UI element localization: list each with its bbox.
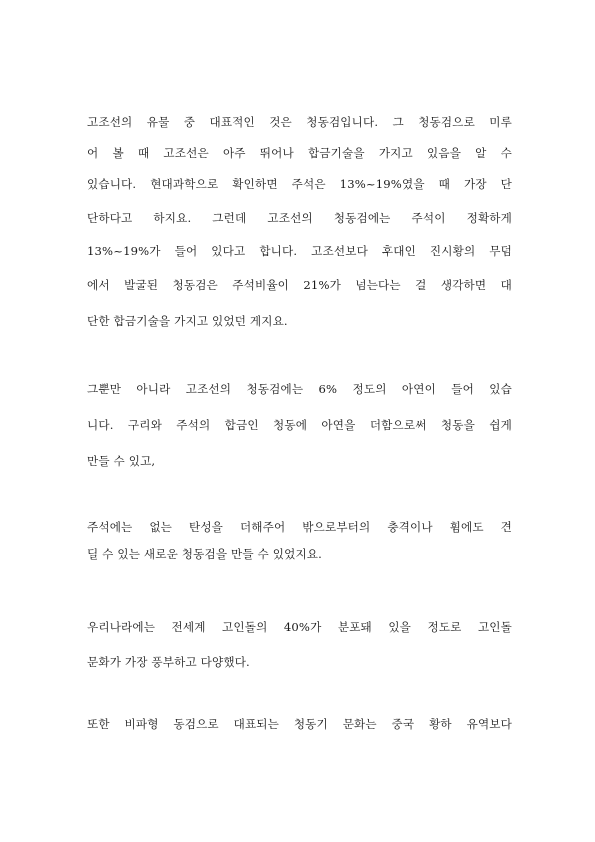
text-line: 있습니다. 현대과학으로 확인하면 주석은 13%~19%였을 때 가장 단 [87, 177, 512, 191]
text-line: 고조선의 유물 중 대표적인 것은 청동검입니다. 그 청동검으로 미루 [87, 115, 512, 129]
text-line: 니다. 구리와 주석의 합금인 청동에 아연을 더함으로써 청동을 쉽게 [87, 418, 512, 432]
text-line: 단한 합금기술을 가지고 있었던 게지요. [87, 314, 288, 328]
text-line: 단하다고 하지요. 그런데 고조선의 청동검에는 주석이 정확하게 [87, 211, 512, 225]
text-line: 어 볼 때 고조선은 아주 뛰어나 합금기술을 가지고 있음을 알 수 [87, 146, 512, 160]
text-line: 주석에는 없는 탄성을 더해주어 밖으로부터의 충격이나 휨에도 견 [87, 520, 512, 534]
text-line: 또한 비파형 동검으로 대표되는 청동기 문화는 중국 황하 유역보다 [87, 717, 512, 731]
text-line: 13%~19%가 들어 있다고 합니다. 고조선보다 후대인 진시황의 무덤 [87, 244, 512, 258]
text-line: 문화가 가장 풍부하고 다양했다. [87, 655, 250, 669]
text-line: 에서 발굴된 청동검은 주석비율이 21%가 넘는다는 걸 생각하면 대 [87, 278, 512, 292]
text-line: 우리나라에는 전세계 고인돌의 40%가 분포돼 있을 정도로 고인돌 [87, 620, 512, 634]
text-line: 만들 수 있고, [87, 454, 156, 468]
text-line: 딜 수 있는 새로운 청동검을 만들 수 있었지요. [87, 547, 322, 561]
text-line: 그뿐만 아니라 고조선의 청동검에는 6% 정도의 아연이 들어 있습 [87, 382, 512, 396]
